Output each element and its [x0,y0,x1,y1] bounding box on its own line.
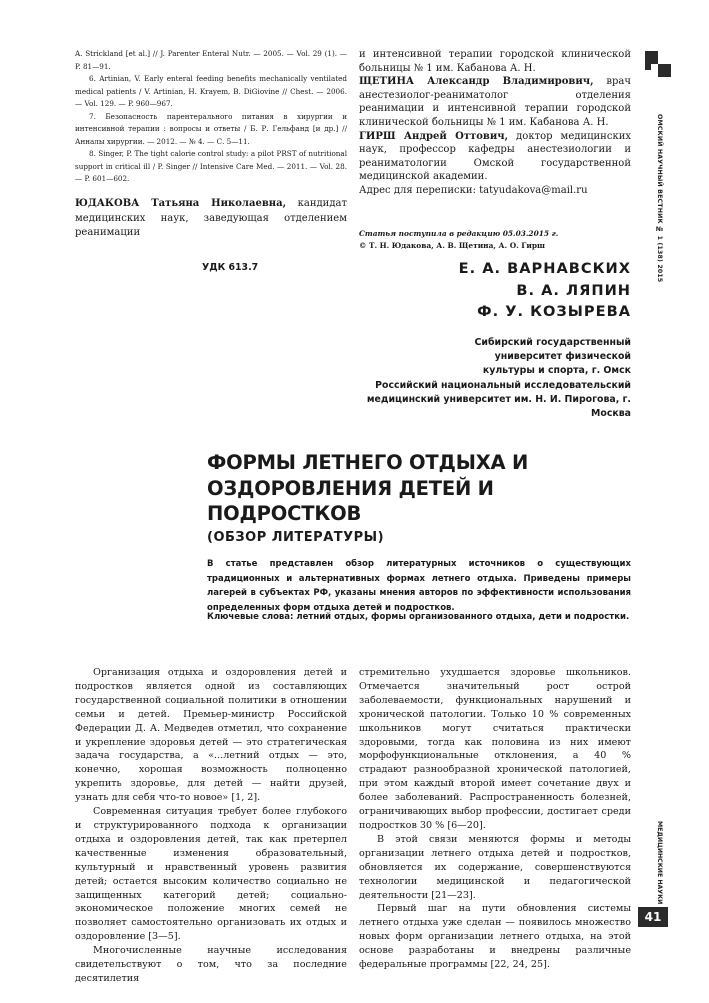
references-list [75,48,347,186]
keywords-text: летний отдых, формы организованного отдыха, дети и подростки. [293,612,630,622]
affiliation: Сибирский государственный университет физической культуры и спорта, г. Омск [474,337,631,377]
reference-item: 7. Безопасность парентерального питания в хирургии и интенсивной терапии : вопросы и ответы / Б. Р. Гельфанд [и др.] // Анналы хирургии. — 2012. — № 4. — С. 5—11. [75,111,347,146]
logo-square [658,64,671,77]
side-band [638,48,671,928]
article-title: ФОРМЫ ЛЕТНЕГО ОТДЫХА И ОЗДОРОВЛЕНИЯ ДЕТЕЙ И ПОДРОСТКОВ [207,451,529,525]
author-description: кандидат медицинских наук, заведующая отделением реанимации [75,198,347,238]
author-name: ЮДАКОВА Татьяна Николаевна, [75,198,287,209]
copyright-line: © Т. Н. Юдакова, А. В. Щетина, А. О. Гирш [359,241,545,250]
logo-square [645,64,651,70]
page-number: 41 [638,907,668,927]
body-paragraph: Современная ситуация требует более глубокого и структурированного подхода к организации отдыха и оздоровления детей, так как претерпел качественные изменения образовательный, культурный и нравственный уровень развития детей; остается высоким количество социально не защищенных категорий детей; социально-экономическое положение многих семей не позволяет самостоятельно организовать их отдых и оздоровление [3—5]. [75,806,347,943]
author-description: врач анестезиолог-реаниматолог отделения реанимации и интенсивной терапии городской клинической больницы № 1 им. Кабанова А. Н. [359,76,631,128]
body-paragraph: Первый шаг на пути обновления системы летнего отдыха уже сделан — появилось множество новых форм организации летнего отдыха, на этой основе разработаны и внедрены различные федеральные программы [22, 24, 25]. [359,903,631,971]
abstract: В статье представлен обзор литературных источников о существующих традиционных и альтернативных формах летнего отдыха. Приведены примеры лагерей в субъектах РФ, указаны мнения авторов по эффективности использования определенных форм отдыха детей и подростков. [207,559,631,613]
section-name-vertical: МЕДИЦИНСКИЕ НАУКИ [656,821,663,905]
article-subtitle: (ОБЗОР ЛИТЕРАТУРЫ) [207,530,385,545]
logo-square [645,51,658,64]
body-paragraph: В этой связи меняются формы и методы организации летнего отдыха детей и подростков, обновляется их содержание, совершенствуются технологии медицинской и педагогической деятельности [21—23]. [359,833,631,901]
body-paragraph: Организация отдыха и оздоровления детей и подростков является одной из составляющих государственной социальной политики в отношении семьи и детей. Премьер-министр Российской Федерации Д. А. Медведев отметил, что сохранение и укрепление здоровья детей — это стратегическая задача государства, а «...летний отдых — это, конечно, хорошая возможность полноценно укрепить здоровье, для детей — найти друзей, узнать для себя что-то новое» [1, 2]. [75,667,347,804]
author-info-right [359,48,631,198]
reference-item: A. Strickland [et al.] // J. Parenter Enteral Nutr. — 2005. — Vol. 29 (1). — P. 81—91. [75,49,347,71]
keywords [207,610,631,625]
author-entry [359,130,631,184]
received-info [359,228,631,252]
article-author: Ф. У. КОЗЫРЕВА [477,303,631,320]
journal-name-vertical: ОМСКИЙ НАУЧНЫЙ ВЕСТНИК № 1 (138) 2015 [656,113,663,283]
author-name: ГИРШ Андрей Оттович, [359,130,509,142]
author-entry [359,75,631,129]
author-description: и интенсивной терапии городской клинической больницы № 1 им. Кабанова А. Н. [359,49,631,74]
reference-item: 6. Artinian, V. Early enteral feeding benefits mechanically ventilated medical patients / V. Artinian, H. Krayem, B. DiGiovine // Chest. — 2006. — Vol. 129. — P. 960—967. [75,74,347,108]
body-paragraph: стремительно ухудшается здоровье школьников. Отмечается значительный рост острой заболеваемости, функциональных нарушений и хронической патологии. Только 10 % современных школьников могут считаться практически здоровыми, тогда как половина из них имеют морфофункциональные отклонения, а 40 % страдают разнообразной хронической патологией, при этом каждый второй имеет сочетание двух и более заболеваний. Распространенность болезней, ограничивающих выбор профессии, достигает среди подростков 30 % [6—20]. [359,667,631,831]
received-date: Статья поступила в редакцию 05.03.2015 г. [359,229,559,238]
body-column-left [75,666,347,986]
article-authors [380,258,631,323]
author-name: ЩЕТИНА Александр Владимирович, [359,76,594,88]
author-info-left [75,197,347,241]
reference-item: 8. Singer, P. The tight calorie control study: a pilot PRST of nutritional support in critical ill / P. Singer // Intensive Care Med. — 2011. — Vol. 28. — P. 601—602. [75,149,347,183]
keywords-label: Ключевые слова: [207,612,294,622]
affiliation: Российский национальный исследовательский медицинский университет им. Н. И. Пирогова, г. Москва [366,379,631,420]
contact-address: Адрес для переписки: tatyudakova@mail.ru [359,184,588,196]
affiliations [340,336,631,421]
body-column-right [359,666,631,972]
author-description: доктор медицинских наук, профессор кафедры анестезиологии и реаниматологии Омской государственной медицинской академии. [359,130,631,183]
article-author: В. А. ЛЯПИН [516,281,631,299]
body-paragraph: Многочисленные научные исследования свидетельствуют о том, что за последние десятилетия [75,945,347,984]
udc-code: УДК 613.7 [202,262,259,273]
article-author: Е. А. ВАРНАВСКИХ [458,260,631,277]
